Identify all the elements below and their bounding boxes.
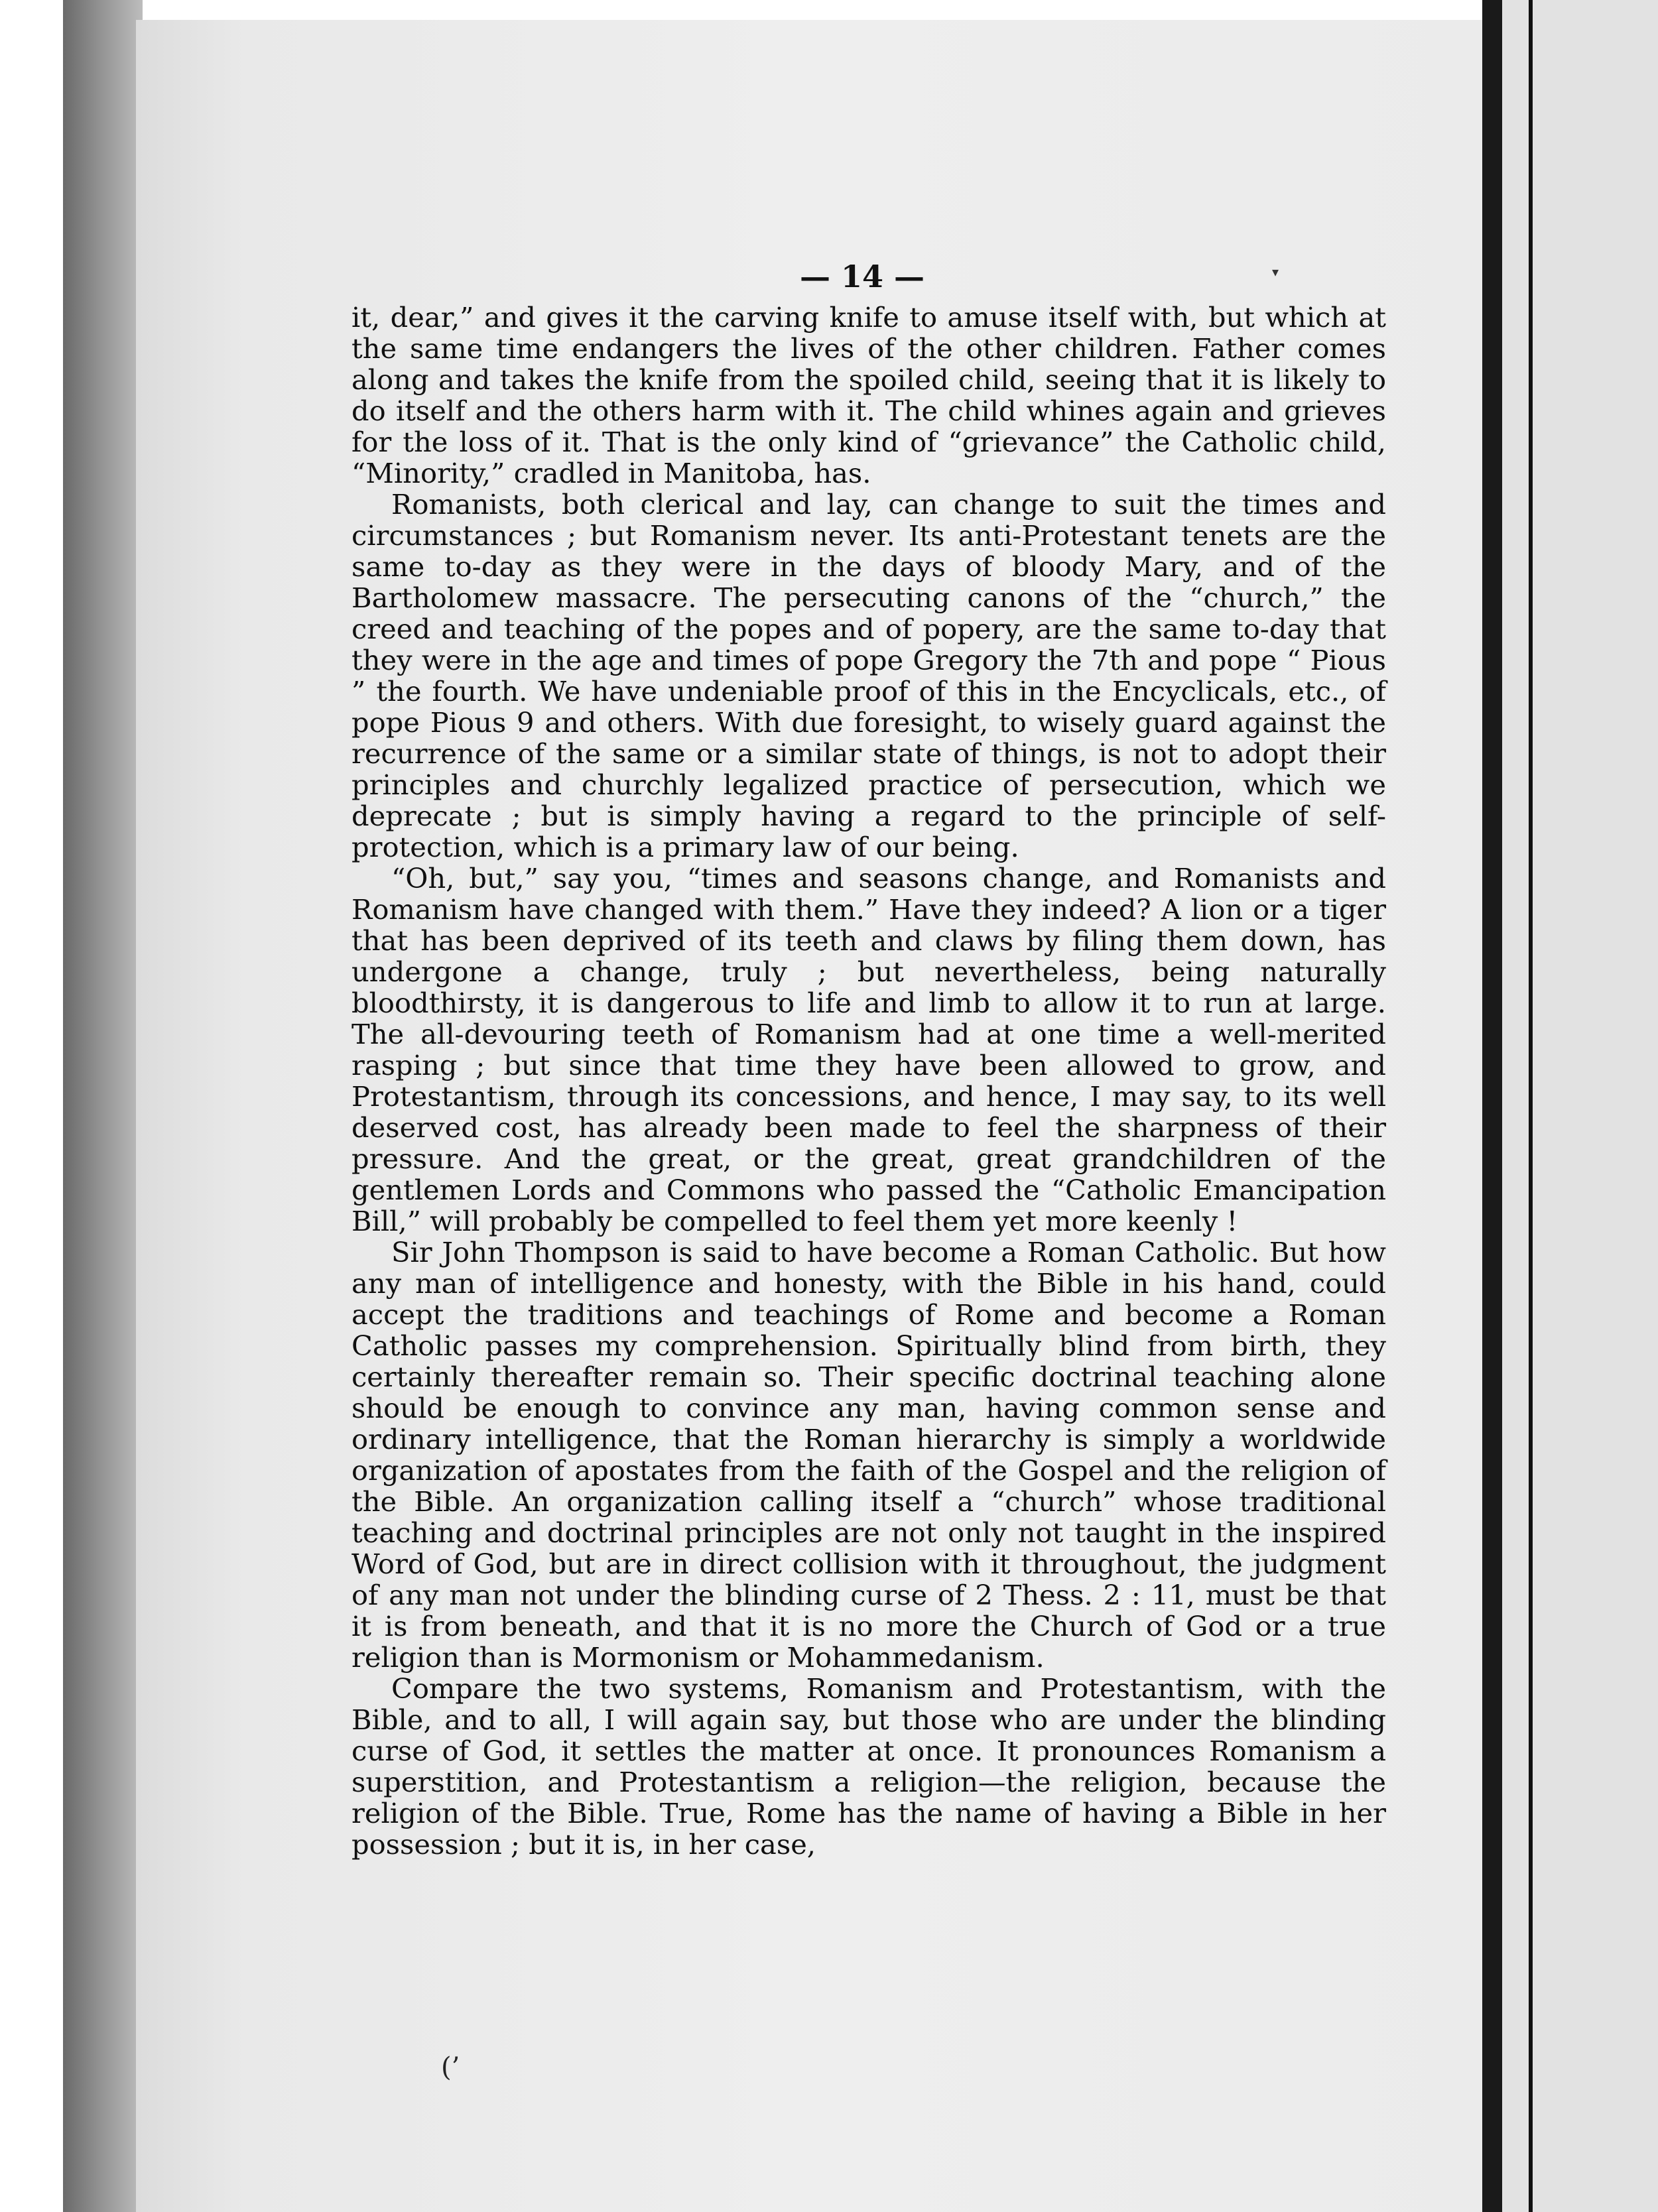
- paragraph: “Oh, but,” say you, “times and seasons change, and Romanists and Romanism have changed with them.” Have they indeed? A lion or a tiger that has been deprived of its teeth and claws by filing them down, has undergone a change, truly ; but nevertheless, being naturally bloodthirsty, it is dangerous to life and limb to allow it to run at large. The all-devouring teeth of Romanism had at one time a well-merited rasping ; but since that time they have been allowed to grow, and Protestantism, through its concessions, and hence, I may say, to its well deserved cost, has already been made to feel the sharpness of their pressure. And the great, or the great, great grandchildren of the gentlemen Lords and Commons who passed the “Catholic Emancipation Bill,” will probably be compelled to feel them yet more keenly !: [351, 862, 1386, 1237]
- paragraph: Sir John Thompson is said to have become a Roman Catholic. But how any man of intelligence and honesty, with the Bible in his hand, could accept the traditions and teachings of Rome and become a Roman Catholic passes my comprehension. Spiritually blind from birth, they certainly thereafter remain so. Their specific doctrinal teaching alone should be enough to convince any man, having common sense and ordinary intelligence, that the Roman hierarchy is simply a worldwide organization of apostates from the faith of the Gospel and the religion of the Bible. An organization calling itself a “church” whose traditional teaching and doctrinal principles are not only not taught in the inspired Word of God, but are in direct collision with it throughout, the judgment of any man not under the blinding curse of 2 Thess. 2 : 11, must be that it is from beneath, and that it is no more the Church of God or a true religion than is Mormonism or Mohammedanism.: [351, 1236, 1386, 1674]
- page-edge-shadow: [1482, 0, 1502, 2212]
- paragraph: Compare the two systems, Romanism and Protestantism, with the Bible, and to all, I will again say, but those who are under the blinding curse of God, it settles the matter at once. It pronounces Romanism a superstition, and Protestantism a religion—the religion, because the religion of the Bible. True, Rome has the name of having a Bible in her possession ; but it is, in her case,: [351, 1672, 1386, 1861]
- bottom-margin-mark: (’: [441, 2052, 460, 2083]
- facing-page-edge-line: [1529, 0, 1533, 2212]
- binding-shadow: [63, 0, 143, 2212]
- paragraph: it, dear,” and gives it the carving knife to amuse itself with, but which at the same time endangers the lives of the other children. Father comes along and takes the knife from the spoiled child, seeing that it is likely to do itself and the others harm with it. The child whines again and grieves for the loss of it. That is the only kind of “grievance” the Catholic child, “Minority,” cradled in Manitoba, has.: [351, 301, 1386, 489]
- page-number: — 14 —: [799, 259, 925, 294]
- paragraph: Romanists, both clerical and lay, can change to suit the times and circumstances ; but Romanism never. Its anti-Protestant tenets are the same to-day as they were in the days of bloody Mary, and of the Bartholomew massacre. The persecuting canons of the “church,” the creed and teaching of the popes and of popery, are the same to-day that they were in the age and times of pope Gregory the 7th and pope “ Pious ” the fourth. We have undeniable proof of this in the Encyclicals, etc., of pope Pious 9 and others. With due foresight, to wisely guard against the recurrence of the same or a similar state of things, is not to adopt their principles and churchly legalized practice of persecution, which we deprecate ; but is simply having a regard to the principle of self-protection, which is a primary law of our being.: [351, 488, 1386, 863]
- facing-page-strip: [1502, 0, 1658, 2212]
- body-text: [351, 302, 1386, 1860]
- ink-speck: ▾: [1272, 264, 1279, 280]
